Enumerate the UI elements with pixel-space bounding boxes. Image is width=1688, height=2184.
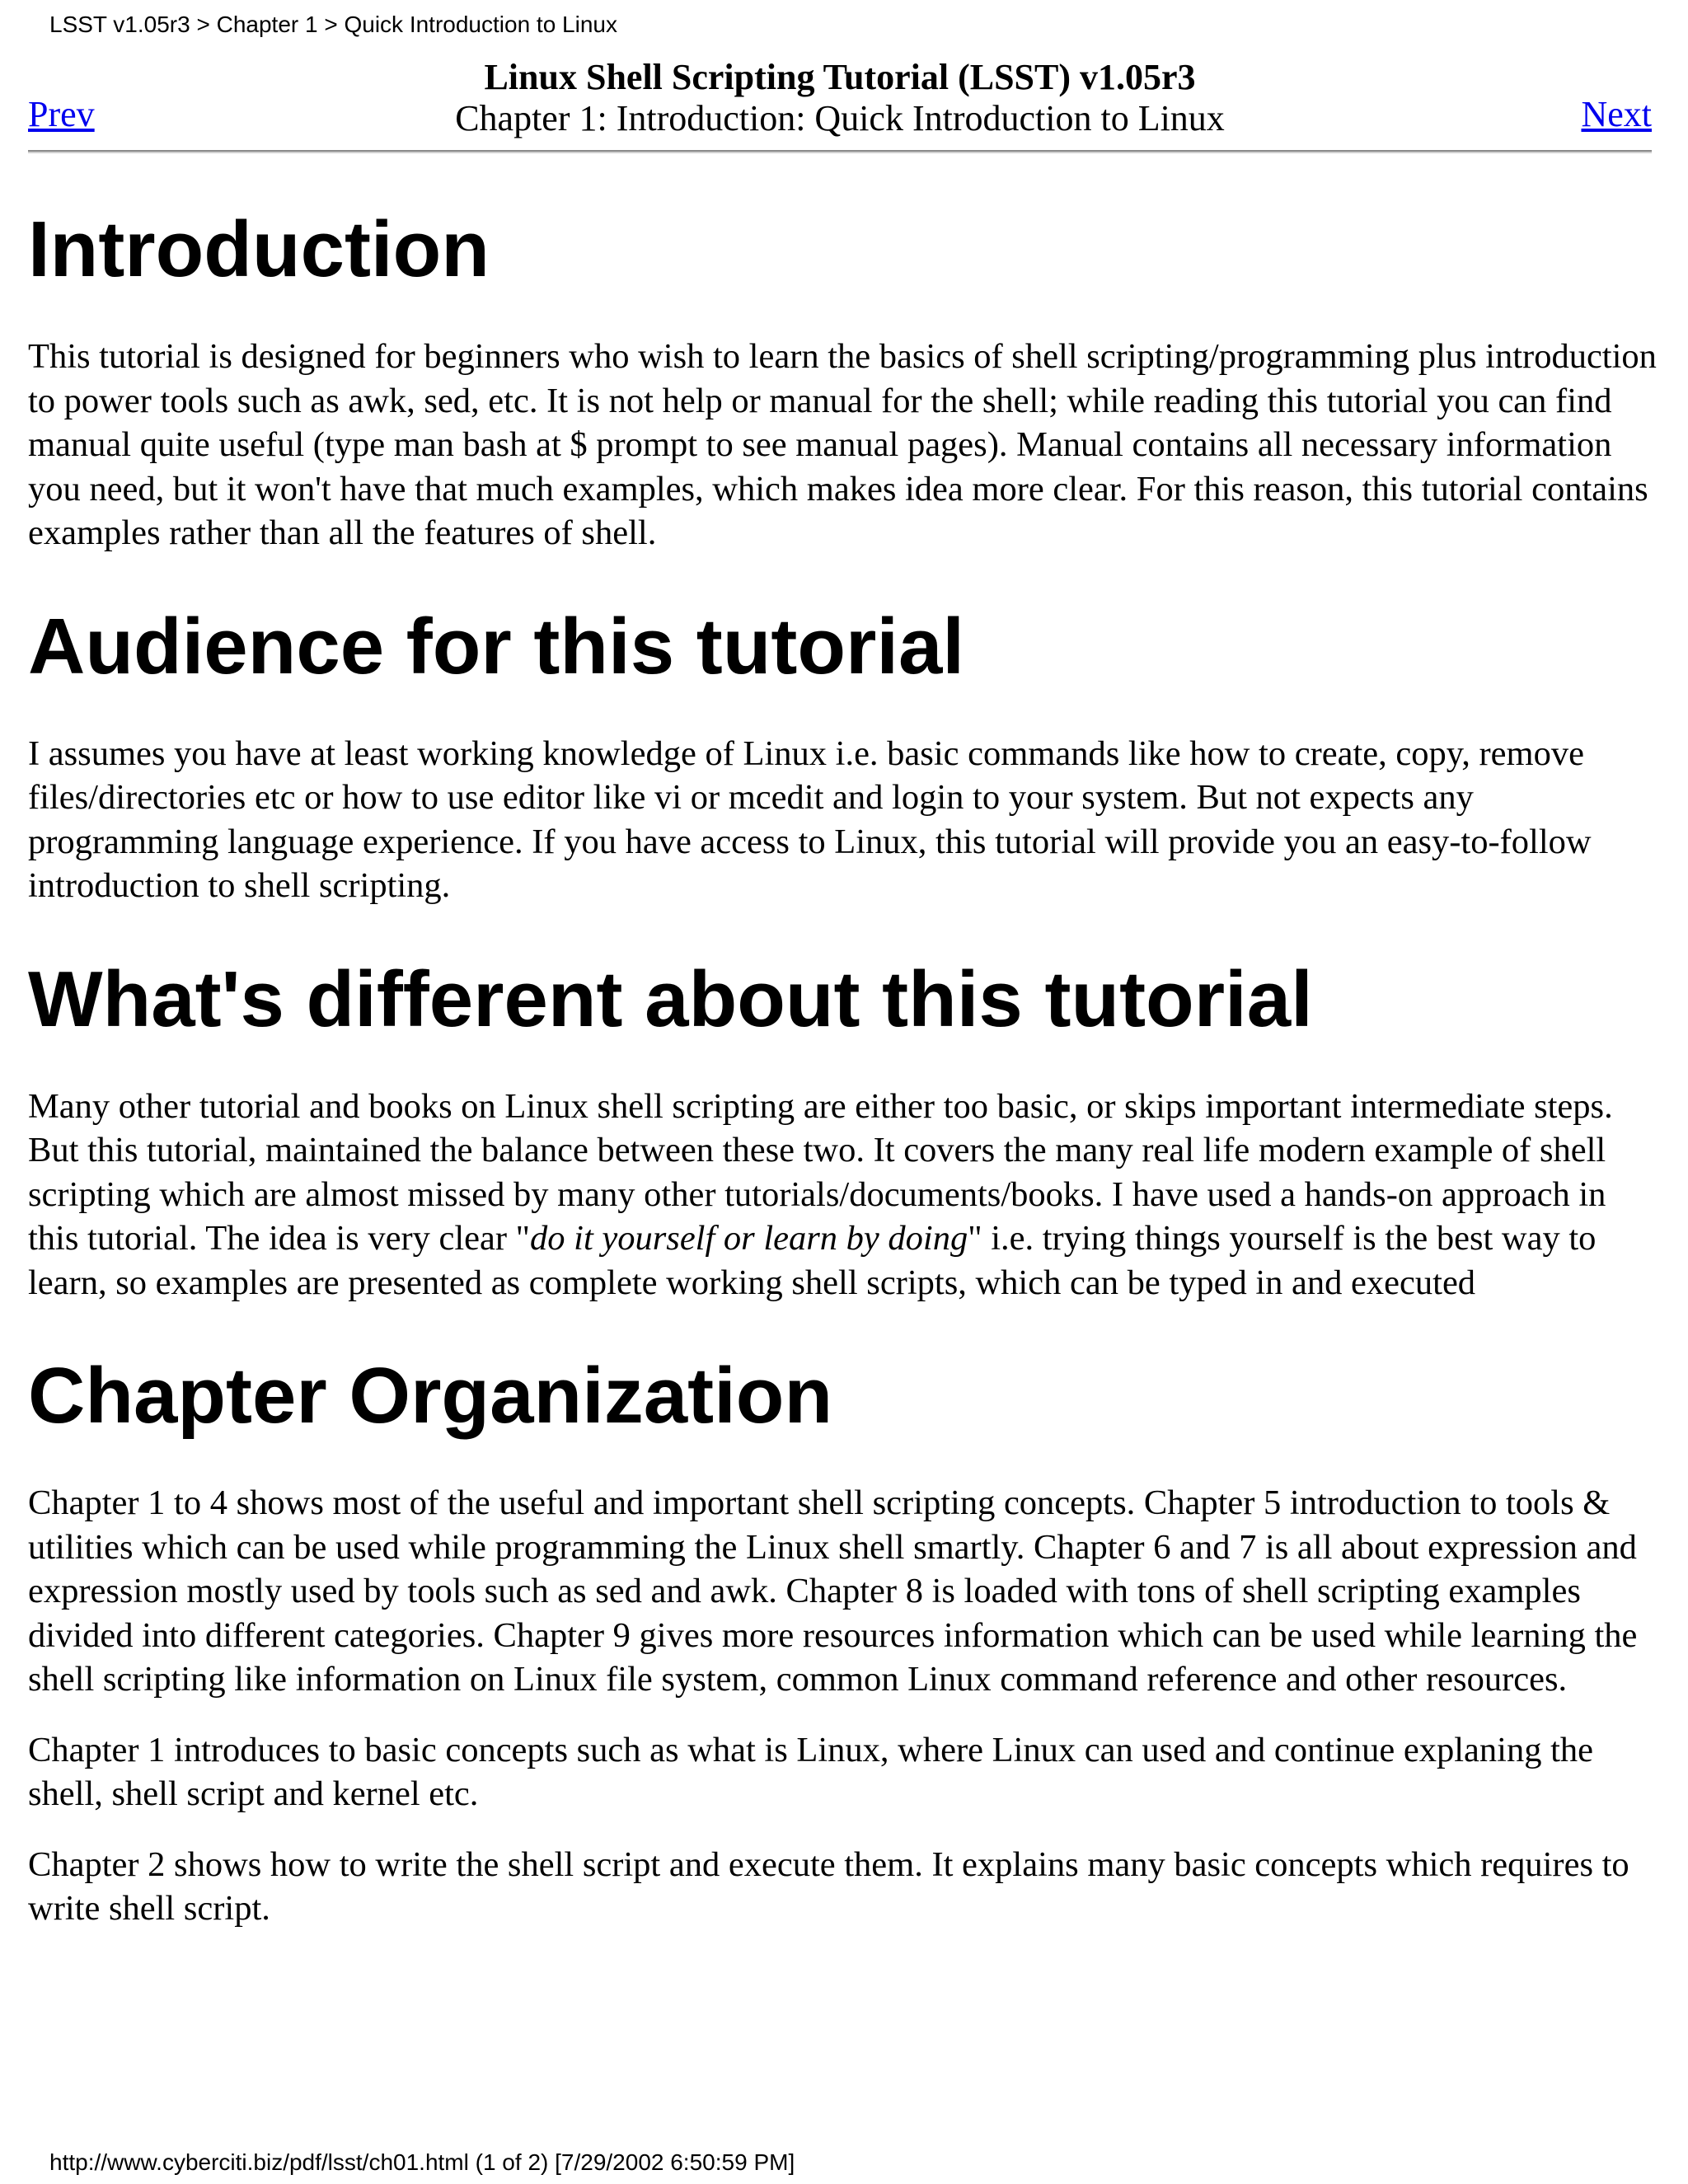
organization-paragraph-3: Chapter 2 shows how to write the shell script and execute them. It explains many basic concepts which requires to write shell script. xyxy=(28,1844,1629,1928)
organization-paragraph-1: Chapter 1 to 4 shows most of the useful and important shell scripting concepts. Chapter 5 introduction to tools & utilities which can be used while programming the Linux shell smartly. Chapter 6 and 7 is all about expression and expression mostly used by tools such as sed and awk. Chapter 8 is loaded with tons of shell scripting examples divided into different categories. Chapter 9 gives more resources information which can be used while learning the shell scripting like information on Linux file system, common Linux command reference and other resources. xyxy=(28,1483,1638,1699)
audience-paragraph: I assumes you have at least working knowledge of Linux i.e. basic commands like how to create, copy, remove files/directories etc or how to use editor like vi or mcedit and login to your system. But not expects any programming language experience. If you have access to Linux, this tutorial will provide you an easy-to-follow introduction to shell scripting. xyxy=(28,733,1592,905)
heading-whats-different: What's different about this tutorial xyxy=(28,954,1313,1043)
book-title: Linux Shell Scripting Tutorial (LSST) v1.05r3 xyxy=(484,57,1196,97)
whats-different-paragraph xyxy=(28,1085,1660,1305)
heading-introduction: Introduction xyxy=(28,205,490,293)
print-header: LSST v1.05r3 > Chapter 1 > Quick Introduction to Linux xyxy=(49,12,617,37)
navigation-header xyxy=(28,56,1652,147)
organization-paragraph-2: Chapter 1 introduces to basic concepts such as what is Linux, where Linux can used and continue explaning the shell, shell script and kernel etc. xyxy=(28,1730,1593,1813)
print-footer: http://www.cyberciti.biz/pdf/lsst/ch01.html (1 of 2) [7/29/2002 6:50:59 PM] xyxy=(49,2149,795,2175)
whats-different-text-end: " i.e. trying things yourself is the best way to learn, so examples are presented as complete working shell scripts, which can be typed in and executed xyxy=(28,1219,1597,1302)
prev-link[interactable]: Prev xyxy=(28,94,95,134)
do-it-yourself-emphasis: do it yourself or learn by doing xyxy=(530,1219,968,1258)
introduction-paragraph: This tutorial is designed for beginners who wish to learn the basics of shell scripting/programming plus introduction to power tools such as awk, sed, etc. It is not help or manual for the shell; while reading this tutorial you can find manual quite useful (type man bash at $ prompt to see manual pages). Manual contains all necessary information you need, but it won't have that much examples, which makes idea more clear. For this reason, this tutorial contains examples rather than all the features of shell. xyxy=(28,337,1657,552)
main-content xyxy=(28,204,1660,1957)
header-divider xyxy=(28,150,1652,153)
whats-different-text-start: Many other tutorial and books on Linux shell scripting are either too basic, or skips important intermediate steps. But this tutorial, maintained the balance between these two. It covers the many real life modern example of shell scripting which are almost missed by many other tutorials/documents/books. I have used a hands-on approach in this tutorial. The idea is very clear " xyxy=(28,1086,1613,1258)
heading-audience: Audience for this tutorial xyxy=(28,602,965,691)
heading-chapter-organization: Chapter Organization xyxy=(28,1352,833,1440)
chapter-title: Chapter 1: Introduction: Quick Introduction to Linux xyxy=(455,98,1225,138)
next-link[interactable]: Next xyxy=(1581,94,1652,134)
